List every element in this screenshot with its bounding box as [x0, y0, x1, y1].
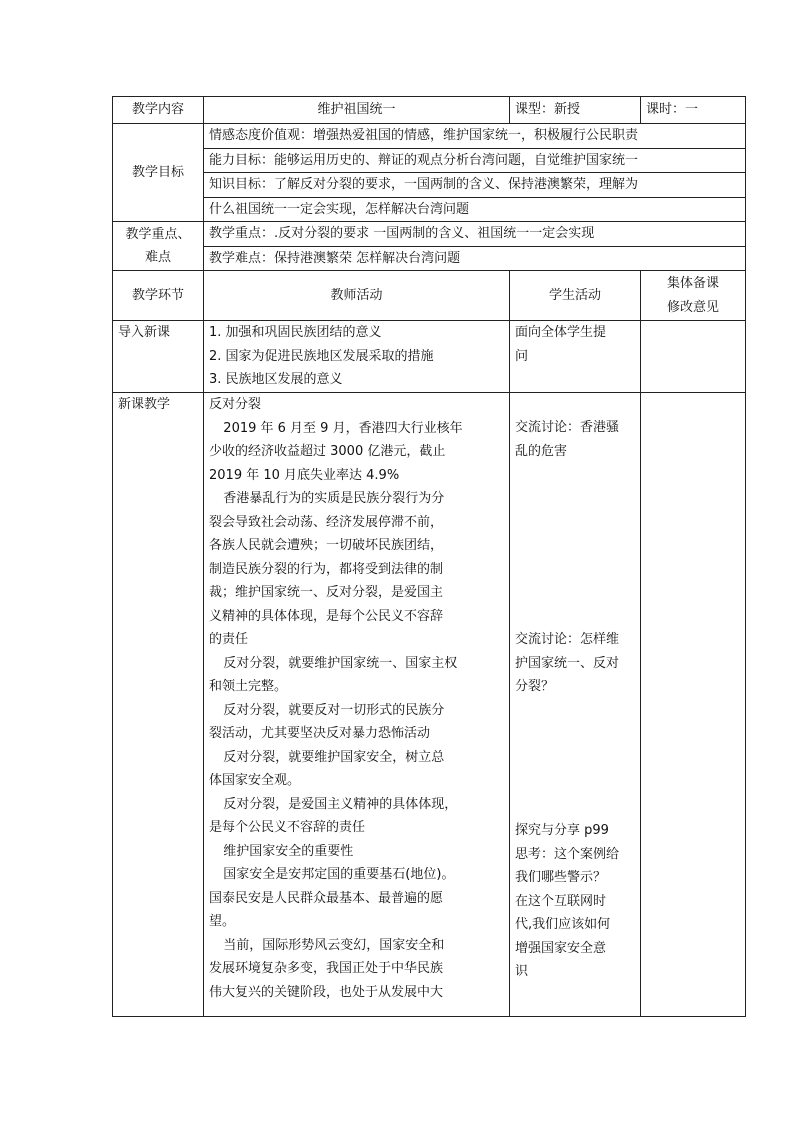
col-teacher: 教师活动	[204, 271, 510, 321]
teacher-line: 是每个公民义不容辞的责任	[209, 820, 366, 835]
teacher-line: 国家安全是安邦定国的重要基石(地位)。	[223, 867, 455, 882]
col-section: 教学环节	[113, 271, 204, 321]
teacher-line: 裂会导致社会动荡、经济发展停滞不前，	[209, 514, 444, 530]
new-lesson-row	[113, 393, 746, 1017]
student-line: 代,我们应该如何	[515, 917, 611, 932]
teacher-line: 各族人民就会遭殃；一切破坏民族团结，	[209, 538, 444, 553]
col-group-line1: 集体备课	[666, 276, 719, 291]
teacher-line: 少收的经济收益超过 3000 亿港元，截止	[209, 444, 446, 459]
student-line: 护国家统一、反对	[515, 655, 620, 671]
teaching-difficulty: 教学难点：保持港澳繁荣 怎样解决台湾问题	[204, 246, 746, 271]
key-points-label	[113, 222, 204, 271]
student-activity-c	[515, 819, 637, 984]
lesson-plan-table	[112, 96, 746, 1017]
objective-emotion: 情感态度价值观：增强热爱祖国的情感，维护国家统一，积极履行公民职责	[204, 124, 746, 149]
teacher-line: 反对分裂	[209, 397, 262, 412]
column-header-row	[113, 271, 746, 321]
new-lesson-section: 新课教学	[113, 393, 204, 1017]
intro-teacher	[204, 321, 510, 393]
teacher-line: 反对分裂，就要维护国家统一、国家主权	[223, 655, 458, 671]
teacher-line: 的责任	[209, 632, 249, 647]
student-line: 交流讨论：香港骚	[515, 420, 620, 435]
teacher-line: 国泰民安是人民群众最基本、最普遍的愿	[209, 890, 444, 906]
new-lesson-teacher	[204, 393, 510, 1017]
teacher-line: 发展环境复杂多变，我国正处于中华民族	[209, 961, 444, 976]
teacher-line: 维护国家安全的重要性	[223, 843, 354, 859]
intro-row	[113, 321, 746, 393]
student-line: 分裂？	[515, 679, 555, 694]
student-line: 识	[515, 964, 529, 979]
teacher-line: 望。	[209, 914, 236, 929]
student-line: 我们哪些警示？	[515, 870, 607, 885]
intro-student-line: 问	[515, 348, 529, 364]
teacher-line: 反对分裂，就要维护国家安全，树立总	[223, 749, 445, 765]
col-student: 学生活动	[510, 271, 641, 321]
new-lesson-student	[510, 393, 641, 1017]
teacher-line: 2019 年 6 月至 9 月，香港四大行业核年	[223, 420, 463, 436]
teacher-lines	[209, 393, 504, 1004]
content-label: 教学内容	[113, 97, 204, 124]
teacher-line: 义精神的具体体现，是每个公民义不容辞	[209, 608, 444, 624]
objective-knowledge-line2: 什么祖国统一一定会实现，怎样解决台湾问题	[204, 197, 746, 222]
student-line: 思考：这个案例给	[515, 846, 620, 862]
key-points-label-line1: 教学重点、	[125, 226, 191, 242]
objective-ability: 能力目标：能够运用历史的、辩证的观点分析台湾问题，自觉维护国家统一	[204, 148, 746, 173]
student-activity-a	[515, 416, 637, 463]
objectives-label: 教学目标	[113, 124, 204, 222]
teacher-line: 和领土完整。	[209, 679, 288, 694]
intro-item: 2. 国家为促进民族地区发展采取的措施	[209, 348, 434, 364]
student-line: 探究与分享 p99	[515, 823, 609, 838]
intro-student-line: 面向全体学生提	[515, 325, 607, 340]
student-line: 乱的危害	[515, 443, 568, 459]
teacher-line: 反对分裂，就要反对一切形式的民族分	[223, 702, 445, 718]
content-value: 维护祖国统一	[204, 97, 510, 124]
header-row	[113, 97, 746, 124]
intro-student	[510, 321, 641, 393]
intro-item: 3. 民族地区发展的意义	[209, 372, 343, 387]
student-activity-b	[515, 628, 637, 699]
student-line: 交流讨论：怎样维	[515, 632, 620, 647]
teaching-focus: 教学重点：.反对分裂的要求 一国两制的含义、祖国统一一定会实现	[204, 222, 746, 247]
teacher-line: 体国家安全观。	[209, 773, 301, 788]
key-points-label-line2: 难点	[144, 250, 171, 265]
teacher-line: 2019 年 10 月底失业率达 4.9%	[209, 467, 400, 483]
objective-knowledge-line1: 知识目标：了解反对分裂的要求，一国两制的含义、保持港澳繁荣，理解为	[204, 173, 746, 198]
teacher-line: 当前，国际形势风云变幻，国家安全和	[223, 937, 445, 953]
intro-section: 导入新课	[113, 321, 204, 393]
teacher-line: 制造民族分裂的行为，都将受到法律的制	[209, 561, 444, 577]
teacher-line: 伟大复兴的关键阶段，也处于从发展中大	[209, 984, 444, 1000]
col-group-edit	[641, 271, 746, 321]
teacher-line: 香港暴乱行为的实质是民族分裂行为分	[223, 491, 445, 506]
student-line: 增强国家安全意	[515, 940, 607, 956]
student-line: 在这个互联网时	[515, 893, 607, 909]
intro-item: 1. 加强和巩固民族团结的意义	[209, 325, 382, 340]
teacher-line: 反对分裂，是爱国主义精神的具体体现，	[223, 796, 458, 812]
teacher-line: 裁；维护国家统一、反对分裂，是爱国主	[209, 585, 444, 600]
lesson-type: 课型：新授	[510, 97, 641, 124]
lesson-hours: 课时：一	[641, 97, 746, 124]
teacher-line: 裂活动，尤其要坚决反对暴力恐怖活动	[209, 726, 431, 741]
new-lesson-group	[641, 393, 746, 1017]
col-group-line2: 修改意见	[666, 299, 719, 315]
intro-group	[641, 321, 746, 393]
